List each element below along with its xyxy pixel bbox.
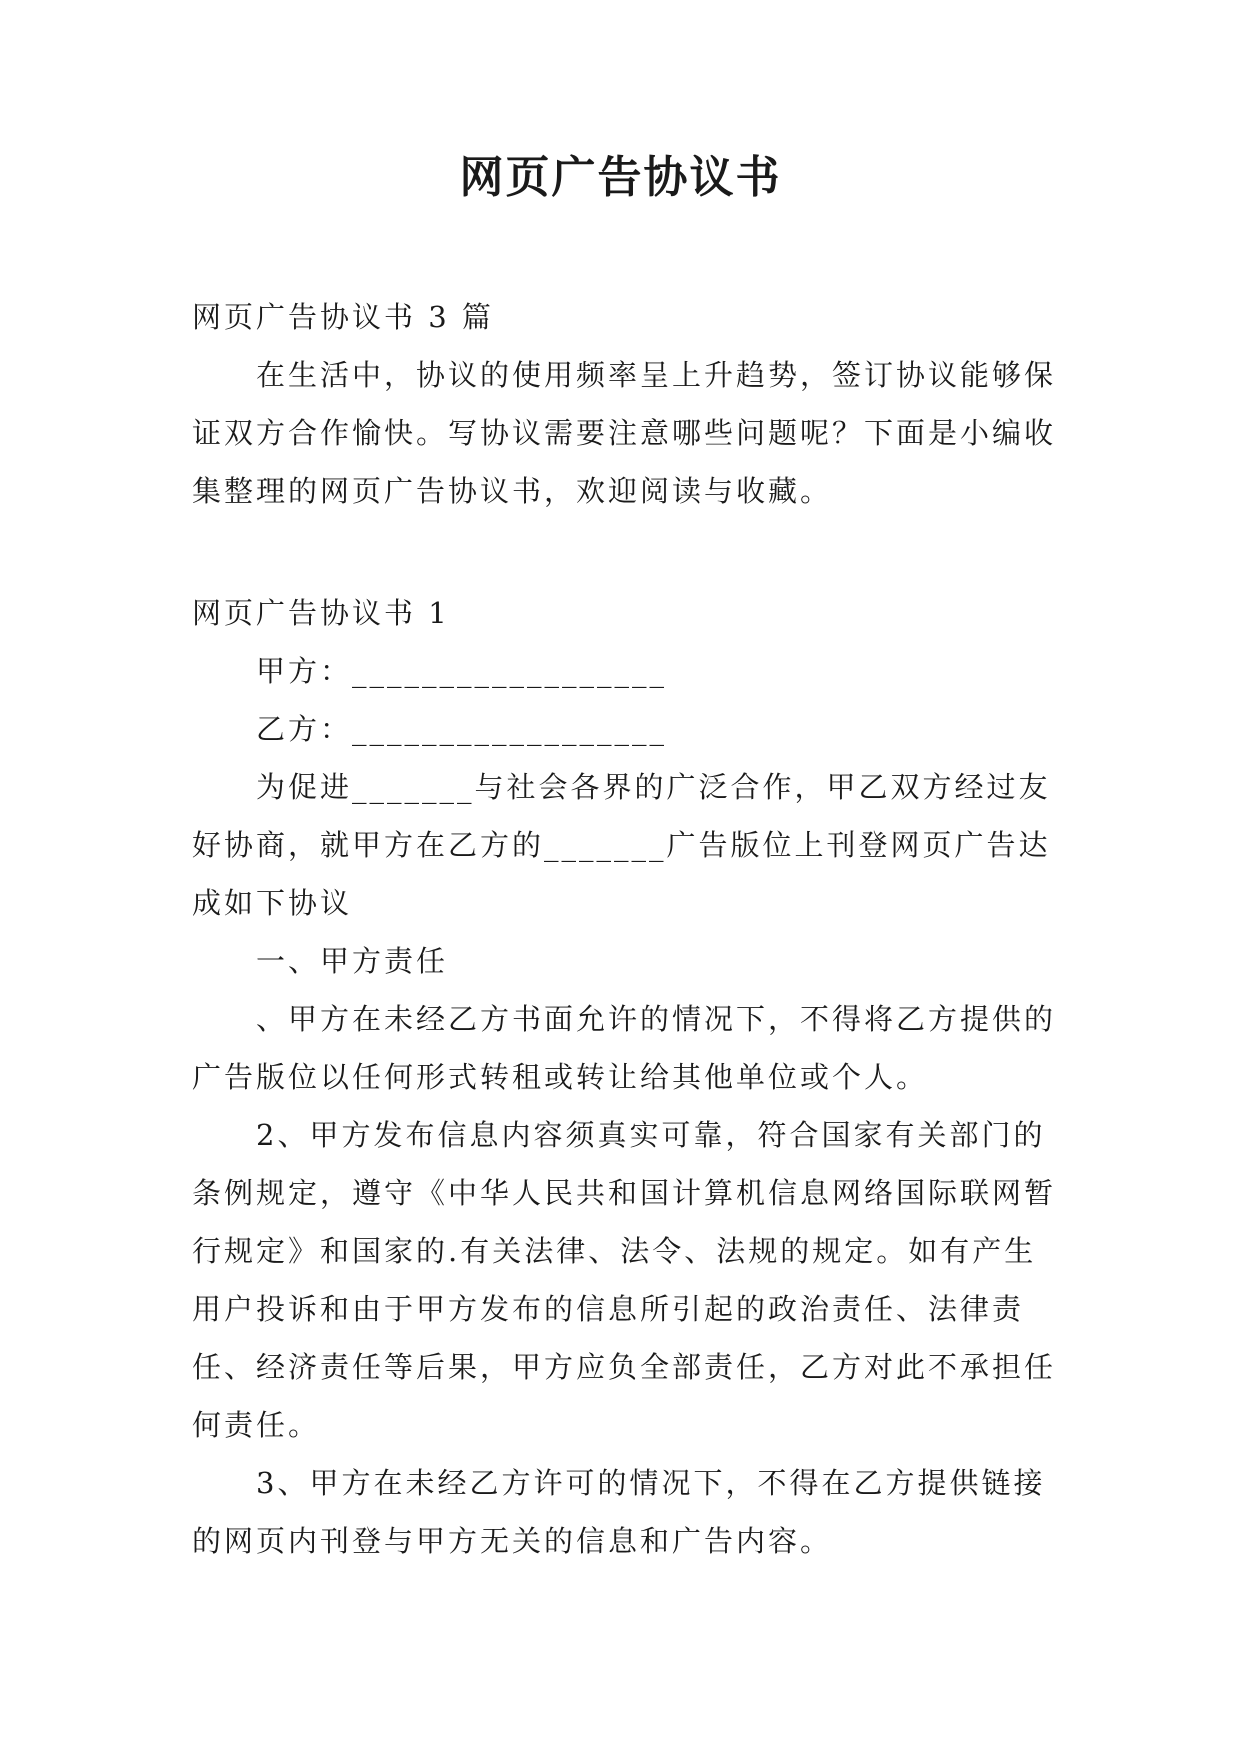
clause-1: 、甲方在未经乙方书面允许的情况下，不得将乙方提供的广告版位以任何形式转租或转让给其他单位或个人。 <box>192 1002 1057 1094</box>
party-a-line: 甲方：__________________ <box>256 654 668 688</box>
clause-2: 2、甲方发布信息内容须真实可靠，符合国家有关部门的条例规定，遵守《中华人民共和国计算机信息网络国际联网暂行规定》和国家的.有关法律、法令、法规的规定。如有产生用户投诉和由于甲方发布的信息所引起的政治责任、法律责任、经济责任等后果，甲方应负全部责任，乙方对此不承担任何责任。 <box>192 1118 1057 1442</box>
preamble-paragraph: 为促进_______与社会各界的广泛合作，甲乙双方经过友好协商，就甲方在乙方的_______广告版位上刊登网页广告达成如下协议 <box>192 770 1051 920</box>
section-gap <box>192 520 1060 584</box>
document-body <box>192 288 1060 1570</box>
agreement-heading: 网页广告协议书 1 <box>192 596 450 630</box>
document-title: 网页广告协议书 <box>459 152 782 203</box>
intro-paragraph: 在生活中，协议的使用频率呈上升趋势，签订协议能够保证双方合作愉快。写协议需要注意哪些问题呢？下面是小编收集整理的网页广告协议书，欢迎阅读与收藏。 <box>192 358 1057 508</box>
collection-heading: 网页广告协议书 3 篇 <box>192 300 494 334</box>
party-b-line: 乙方：__________________ <box>256 712 668 746</box>
clause-3: 3、甲方在未经乙方许可的情况下，不得在乙方提供链接的网页内刊登与甲方无关的信息和广告内容。 <box>192 1466 1046 1558</box>
section-heading-party-a: 一、甲方责任 <box>256 944 449 978</box>
